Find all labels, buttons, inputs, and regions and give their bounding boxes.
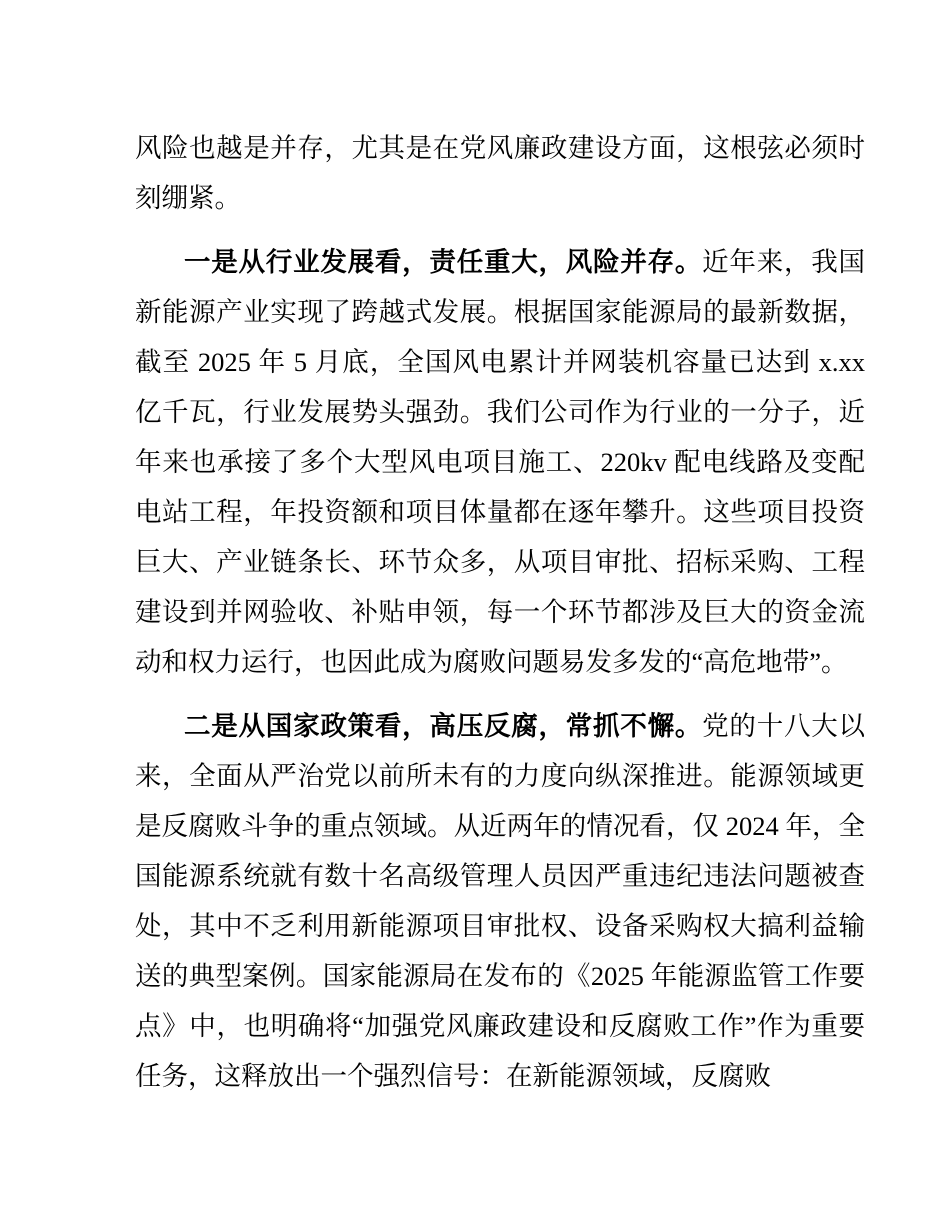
paragraph-continuation — [135, 123, 865, 223]
paragraph-lead-bold: 二是从国家政策看，高压反腐，常抓不懈。 — [184, 711, 703, 741]
paragraph-point-two — [135, 701, 865, 1101]
paragraph-text: 近年来，我国新能源产业实现了跨越式发展。根据国家能源局的最新数据，截至 2025 年 5 月底，全国风电累计并网装机容量已达到 x.xx 亿千瓦，行业发展势头强劲。我们公司作为行业的一分子，近年来也承接了多个大型风电项目施工、220kv 配电线路及变配电站工程，年投资额和项目体量都在逐年攀升。这些项目投资巨大、产业链条长、环节众多，从项目审批、招标采购、工程建设到并网验收、补贴申领，每一个环节都涉及巨大的资金流动和权力运行，也因此成为腐败问题易发多发的“高危地带”。 — [135, 247, 866, 677]
document-content — [135, 123, 865, 1101]
paragraph-text: 风险也越是并存，尤其是在党风廉政建设方面，这根弦必须时刻绷紧。 — [135, 133, 865, 213]
paragraph-lead-bold: 一是从行业发展看，责任重大，风险并存。 — [184, 247, 703, 277]
paragraph-text: 党的十八大以来，全面从严治党以前所未有的力度向纵深推进。能源领域更是反腐败斗争的重点领域。从近两年的情况看，仅 2024 年，全国能源系统就有数十名高级管理人员因严重违纪违法问题被查处，其中不乏利用新能源项目审批权、设备采购权大搞利益输送的典型案例。国家能源局在发布的《2025 年能源监管工作要点》中，也明确将“加强党风廉政建设和反腐败工作”作为重要任务，这释放出一个强烈信号：在新能源领域，反腐败 — [135, 711, 866, 1091]
paragraph-point-one — [135, 237, 865, 687]
